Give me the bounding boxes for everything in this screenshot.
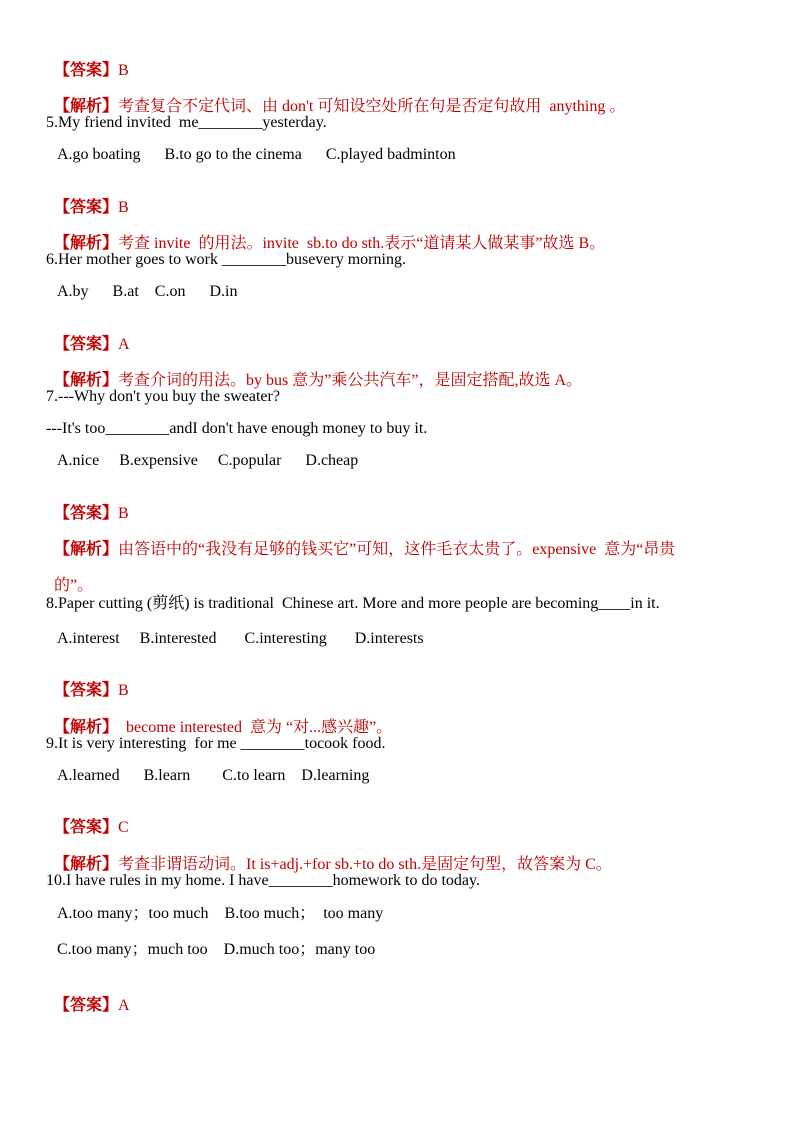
question-5-options: A.go boating B.to go to the cinema C.played badminton xyxy=(57,146,456,163)
answer-value: C xyxy=(118,819,129,836)
question-10-options-2: C.too many；much too D.much too；many too xyxy=(57,941,376,958)
answer-line xyxy=(46,315,774,355)
answer-line xyxy=(46,178,774,218)
analysis-text: 。 xyxy=(609,98,626,115)
question-9: 9.It is very interesting for me ________tocook food. xyxy=(46,735,386,752)
analysis-label: 【解析】 xyxy=(54,98,119,115)
question-5: 5.My friend invited me________yesterday. xyxy=(46,114,327,131)
analysis-text: 考查复合不定代词、由 xyxy=(118,98,279,115)
analysis-text: don't xyxy=(278,98,318,115)
answer-value: A xyxy=(118,336,130,353)
analysis-label: 【解析】 xyxy=(54,856,119,873)
analysis-text: 可知设空处所在句是否定句故用 xyxy=(317,98,542,115)
analysis-label: 【解析】 xyxy=(54,235,119,252)
answer-label: 【答案】 xyxy=(54,505,119,522)
answer-label: 【答案】 xyxy=(54,997,119,1014)
answer-line xyxy=(46,976,774,1016)
analysis-label: 【解析】 xyxy=(54,541,119,558)
analysis-text: 考查 invite 的用法。invite sb.to do sth.表示“道请某人做某事”故选 B。 xyxy=(118,235,606,252)
analysis-line xyxy=(46,77,774,117)
analysis-continuation xyxy=(46,556,774,596)
question-10: 10.I have rules in my home. I have________homework to do today. xyxy=(46,872,480,889)
answer-label: 【答案】 xyxy=(54,336,119,353)
answer-line xyxy=(46,661,774,701)
answer-line xyxy=(46,484,774,524)
analysis-line xyxy=(46,351,774,391)
analysis-label: 【解析】 xyxy=(54,719,119,736)
answer-line xyxy=(46,41,774,81)
answer-label: 【答案】 xyxy=(54,819,119,836)
analysis-line xyxy=(46,698,774,738)
analysis-label: 【解析】 xyxy=(54,372,119,389)
question-8-options: A.interest B.interested C.interesting D.interests xyxy=(57,630,424,647)
analysis-text: 的”。 xyxy=(54,577,94,594)
question-6: 6.Her mother goes to work ________busevery morning. xyxy=(46,251,406,268)
answer-value: B xyxy=(118,682,129,699)
answer-value: B xyxy=(118,199,129,216)
analysis-text: anything xyxy=(541,98,610,115)
answer-label: 【答案】 xyxy=(54,62,119,79)
question-7-response: ---It's too________andI don't have enough money to buy it. xyxy=(46,420,428,437)
question-8: 8.Paper cutting (剪纸) is traditional Chinese art. More and more people are becoming____in it. xyxy=(46,595,660,612)
analysis-line xyxy=(46,835,774,875)
question-6-options: A.by B.at C.on D.in xyxy=(57,283,238,300)
analysis-line xyxy=(46,214,774,254)
question-10-options-1: A.too many；too much B.too much； too many xyxy=(57,905,384,922)
analysis-text: 考查非谓语动词。It is+adj.+for sb.+to do sth.是固定句型，故答案为 C。 xyxy=(118,856,612,873)
analysis-text: 考查介词的用法。by bus 意为”乘公共汽车”，是固定搭配,故选 A。 xyxy=(118,372,583,389)
analysis-text: become interested 意为 “对...感兴趣”。 xyxy=(118,719,393,736)
answer-value: A xyxy=(118,997,130,1014)
answer-line xyxy=(46,798,774,838)
analysis-text: 由答语中的“我没有足够的钱买它”可知，这件毛衣太贵了。expensive 意为“昂贵 xyxy=(118,541,676,558)
question-7-options: A.nice B.expensive C.popular D.cheap xyxy=(57,452,359,469)
answer-value: B xyxy=(118,62,129,79)
question-7: 7.---Why don't you buy the sweater? xyxy=(46,388,280,405)
question-9-options: A.learned B.learn C.to learn D.learning xyxy=(57,767,370,784)
answer-label: 【答案】 xyxy=(54,199,119,216)
answer-label: 【答案】 xyxy=(54,682,119,699)
answer-value: B xyxy=(118,505,129,522)
analysis-line xyxy=(46,520,774,560)
